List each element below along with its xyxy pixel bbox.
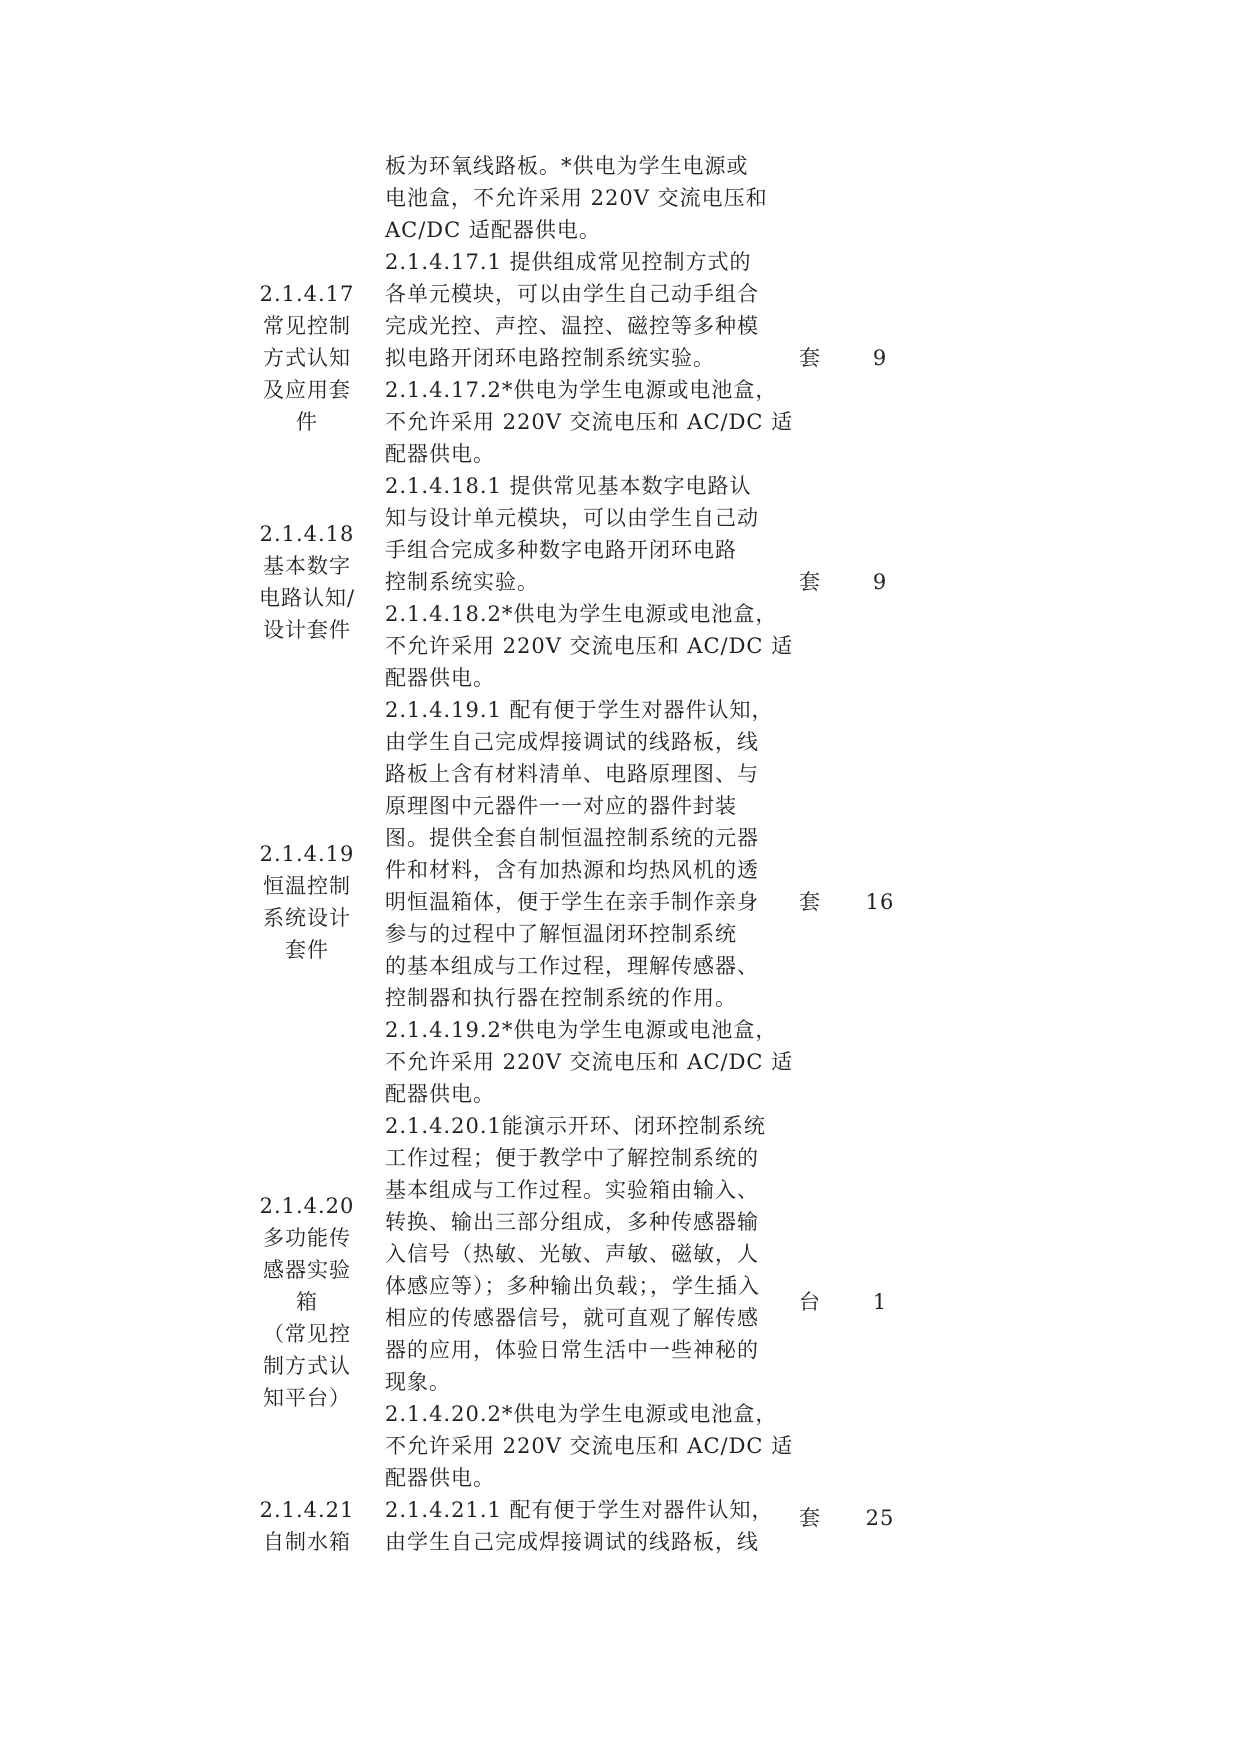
continuation-desc-line: AC/DC 适配器供电。 xyxy=(385,218,601,242)
spec-desc-line: 由学生自己完成焊接调试的线路板，线 xyxy=(385,1530,759,1554)
spec-desc-line: 2.1.4.20.2*供电为学生电源或电池盒， xyxy=(385,1402,778,1426)
item-name-line: 设计套件 xyxy=(263,618,351,642)
item-name-line: 知平台） xyxy=(263,1386,351,1410)
item-name-line: 2.1.4.19 xyxy=(259,842,355,866)
quantity-cell: 1 xyxy=(872,1290,888,1314)
spec-desc-line: 手组合完成多种数字电路开闭环电路 xyxy=(385,538,737,562)
spec-desc-line: 2.1.4.19.1 配有便于学生对器件认知， xyxy=(385,698,774,722)
quantity-cell: 25 xyxy=(865,1506,895,1530)
item-name-line: 及应用套 xyxy=(263,378,351,402)
item-name-line: 基本数字 xyxy=(263,554,351,578)
spec-desc-line: 不允许采用 220V 交流电压和 AC/DC 适 xyxy=(385,1434,794,1458)
item-name-line: 常见控制 xyxy=(263,314,351,338)
spec-desc-line: 2.1.4.18.1 提供常见基本数字电路认 xyxy=(385,474,752,498)
spec-desc-line: 控制器和执行器在控制系统的作用。 xyxy=(385,986,737,1010)
spec-desc-line: 参与的过程中了解恒温闭环控制系统 xyxy=(385,922,737,946)
spec-desc-line: 配器供电。 xyxy=(385,1082,495,1106)
spec-desc-line: 体感应等）；多种输出负载；，学生插入 xyxy=(385,1274,760,1298)
item-name-line: 电路认知/ xyxy=(258,586,356,610)
item-name-line: 自制水箱 xyxy=(263,1530,351,1554)
spec-desc-line: 现象。 xyxy=(385,1370,451,1394)
spec-desc-line: 基本组成与工作过程。实验箱由输入、 xyxy=(385,1178,759,1202)
item-name-line: （常见控 xyxy=(263,1322,351,1346)
spec-desc-line: 不允许采用 220V 交流电压和 AC/DC 适 xyxy=(385,1050,794,1074)
quantity-cell: 9 xyxy=(872,570,888,594)
spec-desc-line: 配器供电。 xyxy=(385,442,495,466)
continuation-desc-line: 板为环氧线路板。*供电为学生电源或 xyxy=(385,154,749,178)
spec-desc-line: 原理图中元器件一一对应的器件封装 xyxy=(385,794,737,818)
spec-desc-line: 不允许采用 220V 交流电压和 AC/DC 适 xyxy=(385,410,794,434)
spec-desc-line: 控制系统实验。 xyxy=(385,570,539,594)
item-name-line: 方式认知 xyxy=(263,346,351,370)
quantity-cell: 9 xyxy=(872,346,888,370)
spec-desc-line: 转换、输出三部分组成，多种传感器输 xyxy=(385,1210,759,1234)
item-name-line: 系统设计 xyxy=(263,906,351,930)
spec-desc-line: 2.1.4.17.2*供电为学生电源或电池盒， xyxy=(385,378,778,402)
spec-desc-line: 拟电路开闭环电路控制系统实验。 xyxy=(385,346,715,370)
spec-desc-line: 器的应用，体验日常生活中一些神秘的 xyxy=(385,1338,759,1362)
item-name-line: 2.1.4.21 xyxy=(259,1498,355,1522)
unit-cell: 套 xyxy=(799,570,821,594)
spec-desc-line: 不允许采用 220V 交流电压和 AC/DC 适 xyxy=(385,634,794,658)
spec-desc-line: 2.1.4.18.2*供电为学生电源或电池盒， xyxy=(385,602,778,626)
spec-desc-line: 的基本组成与工作过程，理解传感器、 xyxy=(385,954,759,978)
spec-desc-line: 各单元模块，可以由学生自己动手组合 xyxy=(385,282,759,306)
item-name-line: 感器实验 xyxy=(263,1258,351,1282)
item-name-line: 制方式认 xyxy=(263,1354,351,1378)
unit-cell: 台 xyxy=(799,1290,821,1314)
spec-desc-line: 明恒温箱体，便于学生在亲手制作亲身 xyxy=(385,890,759,914)
spec-desc-line: 完成光控、声控、温控、磁控等多种模 xyxy=(385,314,759,338)
item-name-line: 套件 xyxy=(285,938,329,962)
spec-desc-line: 由学生自己完成焊接调试的线路板，线 xyxy=(385,730,759,754)
spec-desc-line: 2.1.4.17.1 提供组成常见控制方式的 xyxy=(385,250,752,274)
spec-desc-line: 2.1.4.19.2*供电为学生电源或电池盒， xyxy=(385,1018,778,1042)
quantity-cell: 16 xyxy=(865,890,895,914)
item-name-line: 恒温控制 xyxy=(263,874,351,898)
spec-desc-line: 件和材料，含有加热源和均热风机的透 xyxy=(385,858,759,882)
item-name-line: 2.1.4.17 xyxy=(259,282,355,306)
spec-desc-line: 配器供电。 xyxy=(385,666,495,690)
item-name-line: 箱 xyxy=(296,1290,318,1314)
unit-cell: 套 xyxy=(799,346,821,370)
item-name-line: 2.1.4.20 xyxy=(259,1194,355,1218)
continuation-desc-line: 电池盒，不允许采用 220V 交流电压和 xyxy=(385,186,768,210)
item-name-line: 2.1.4.18 xyxy=(259,522,355,546)
spec-desc-line: 路板上含有材料清单、电路原理图、与 xyxy=(385,762,759,786)
spec-desc-line: 入信号（热敏、光敏、声敏、磁敏，人 xyxy=(385,1242,759,1266)
spec-desc-line: 配器供电。 xyxy=(385,1466,495,1490)
spec-desc-line: 知与设计单元模块，可以由学生自己动 xyxy=(385,506,759,530)
spec-desc-line: 相应的传感器信号，就可直观了解传感 xyxy=(385,1306,759,1330)
item-name-line: 件 xyxy=(296,410,318,434)
spec-desc-line: 2.1.4.20.1能演示开环、闭环控制系统 xyxy=(385,1114,766,1138)
spec-desc-line: 图。提供全套自制恒温控制系统的元器 xyxy=(385,826,759,850)
spec-desc-line: 2.1.4.21.1 配有便于学生对器件认知， xyxy=(385,1498,774,1522)
unit-cell: 套 xyxy=(799,890,821,914)
unit-cell: 套 xyxy=(799,1506,821,1530)
spec-desc-line: 工作过程；便于教学中了解控制系统的 xyxy=(385,1146,759,1170)
item-name-line: 多功能传 xyxy=(263,1226,351,1250)
